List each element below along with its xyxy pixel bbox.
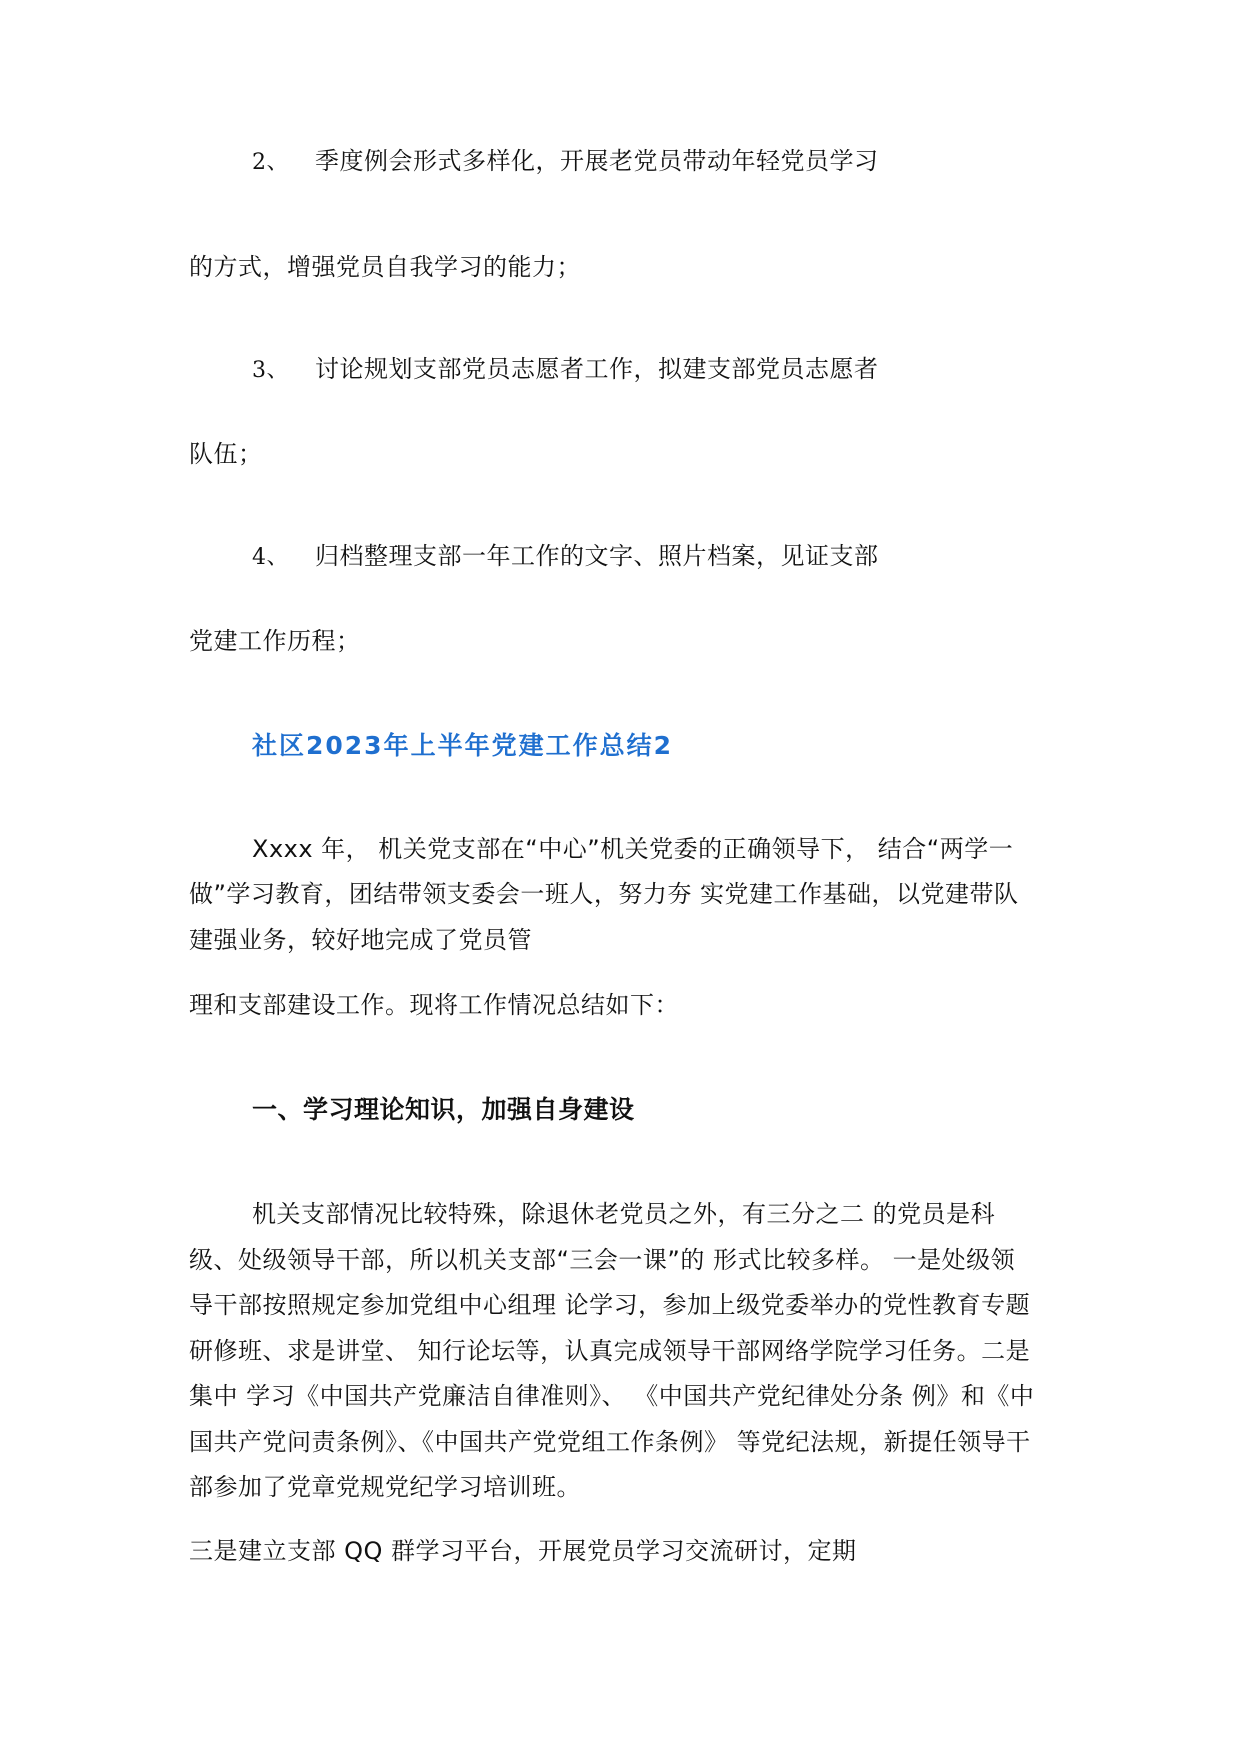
intro-line-3: 建强业务，较好地完成了党员管 bbox=[189, 926, 532, 954]
list-item-4 bbox=[252, 541, 879, 573]
section-line-5: 集中 学习《中国共产党廉洁自律准则》、 《中国共产党纪律处分条 例》和《中 bbox=[189, 1382, 1035, 1410]
section-line-7: 部参加了党章党规党纪学习培训班。 bbox=[189, 1473, 581, 1501]
list-item-text: 讨论规划支部党员志愿者工作，拟建支部党员志愿者 bbox=[315, 355, 879, 383]
list-item-4-continuation: 党建工作历程； bbox=[189, 627, 361, 655]
list-item-text: 归档整理支部一年工作的文字、照片档案，见证支部 bbox=[315, 542, 879, 570]
list-item-number: 2、 bbox=[252, 150, 289, 175]
list-item-3-continuation: 队伍； bbox=[189, 440, 263, 468]
section-line-8: 三是建立支部 QQ 群学习平台，开展党员学习交流研讨，定期 bbox=[189, 1537, 857, 1565]
list-item-number: 3、 bbox=[252, 358, 289, 383]
section-line-1: 机关支部情况比较特殊，除退休老党员之外，有三分之二 的党员是科 bbox=[252, 1200, 996, 1228]
intro-line-4: 理和支部建设工作。现将工作情况总结如下： bbox=[189, 991, 679, 1019]
list-item-number: 4、 bbox=[252, 545, 289, 570]
list-item-text: 季度例会形式多样化，开展老党员带动年轻党员学习 bbox=[315, 147, 879, 175]
section-line-3: 导干部按照规定参加党组中心组理 论学习，参加上级党委举办的党性教育专题 bbox=[189, 1291, 1031, 1319]
section-heading: 一、学习理论知识，加强自身建设 bbox=[252, 1095, 635, 1124]
intro-line-2: 做”学习教育，团结带领支委会一班人，努力夯 实党建工作基础，以党建带队 bbox=[189, 880, 1019, 908]
document-title: 社区2023年上半年党建工作总结2 bbox=[252, 731, 673, 760]
section-line-2: 级、处级领导干部，所以机关支部“三会一课”的 形式比较多样。 一是处级领 bbox=[189, 1246, 1016, 1274]
list-item-2-continuation: 的方式，增强党员自我学习的能力； bbox=[189, 253, 581, 281]
list-item-3 bbox=[252, 354, 879, 386]
list-item-2 bbox=[252, 146, 879, 178]
section-line-4: 研修班、求是讲堂、 知行论坛等，认真完成领导干部网络学院学习任务。二是 bbox=[189, 1337, 1031, 1365]
intro-line-1: Xxxx 年， 机关党支部在“中心”机关党委的正确领导下， 结合“两学一 bbox=[252, 835, 1014, 863]
section-line-6: 国共产党问责条例》、《中国共产党党组工作条例》 等党纪法规，新提任领导干 bbox=[189, 1428, 1031, 1456]
